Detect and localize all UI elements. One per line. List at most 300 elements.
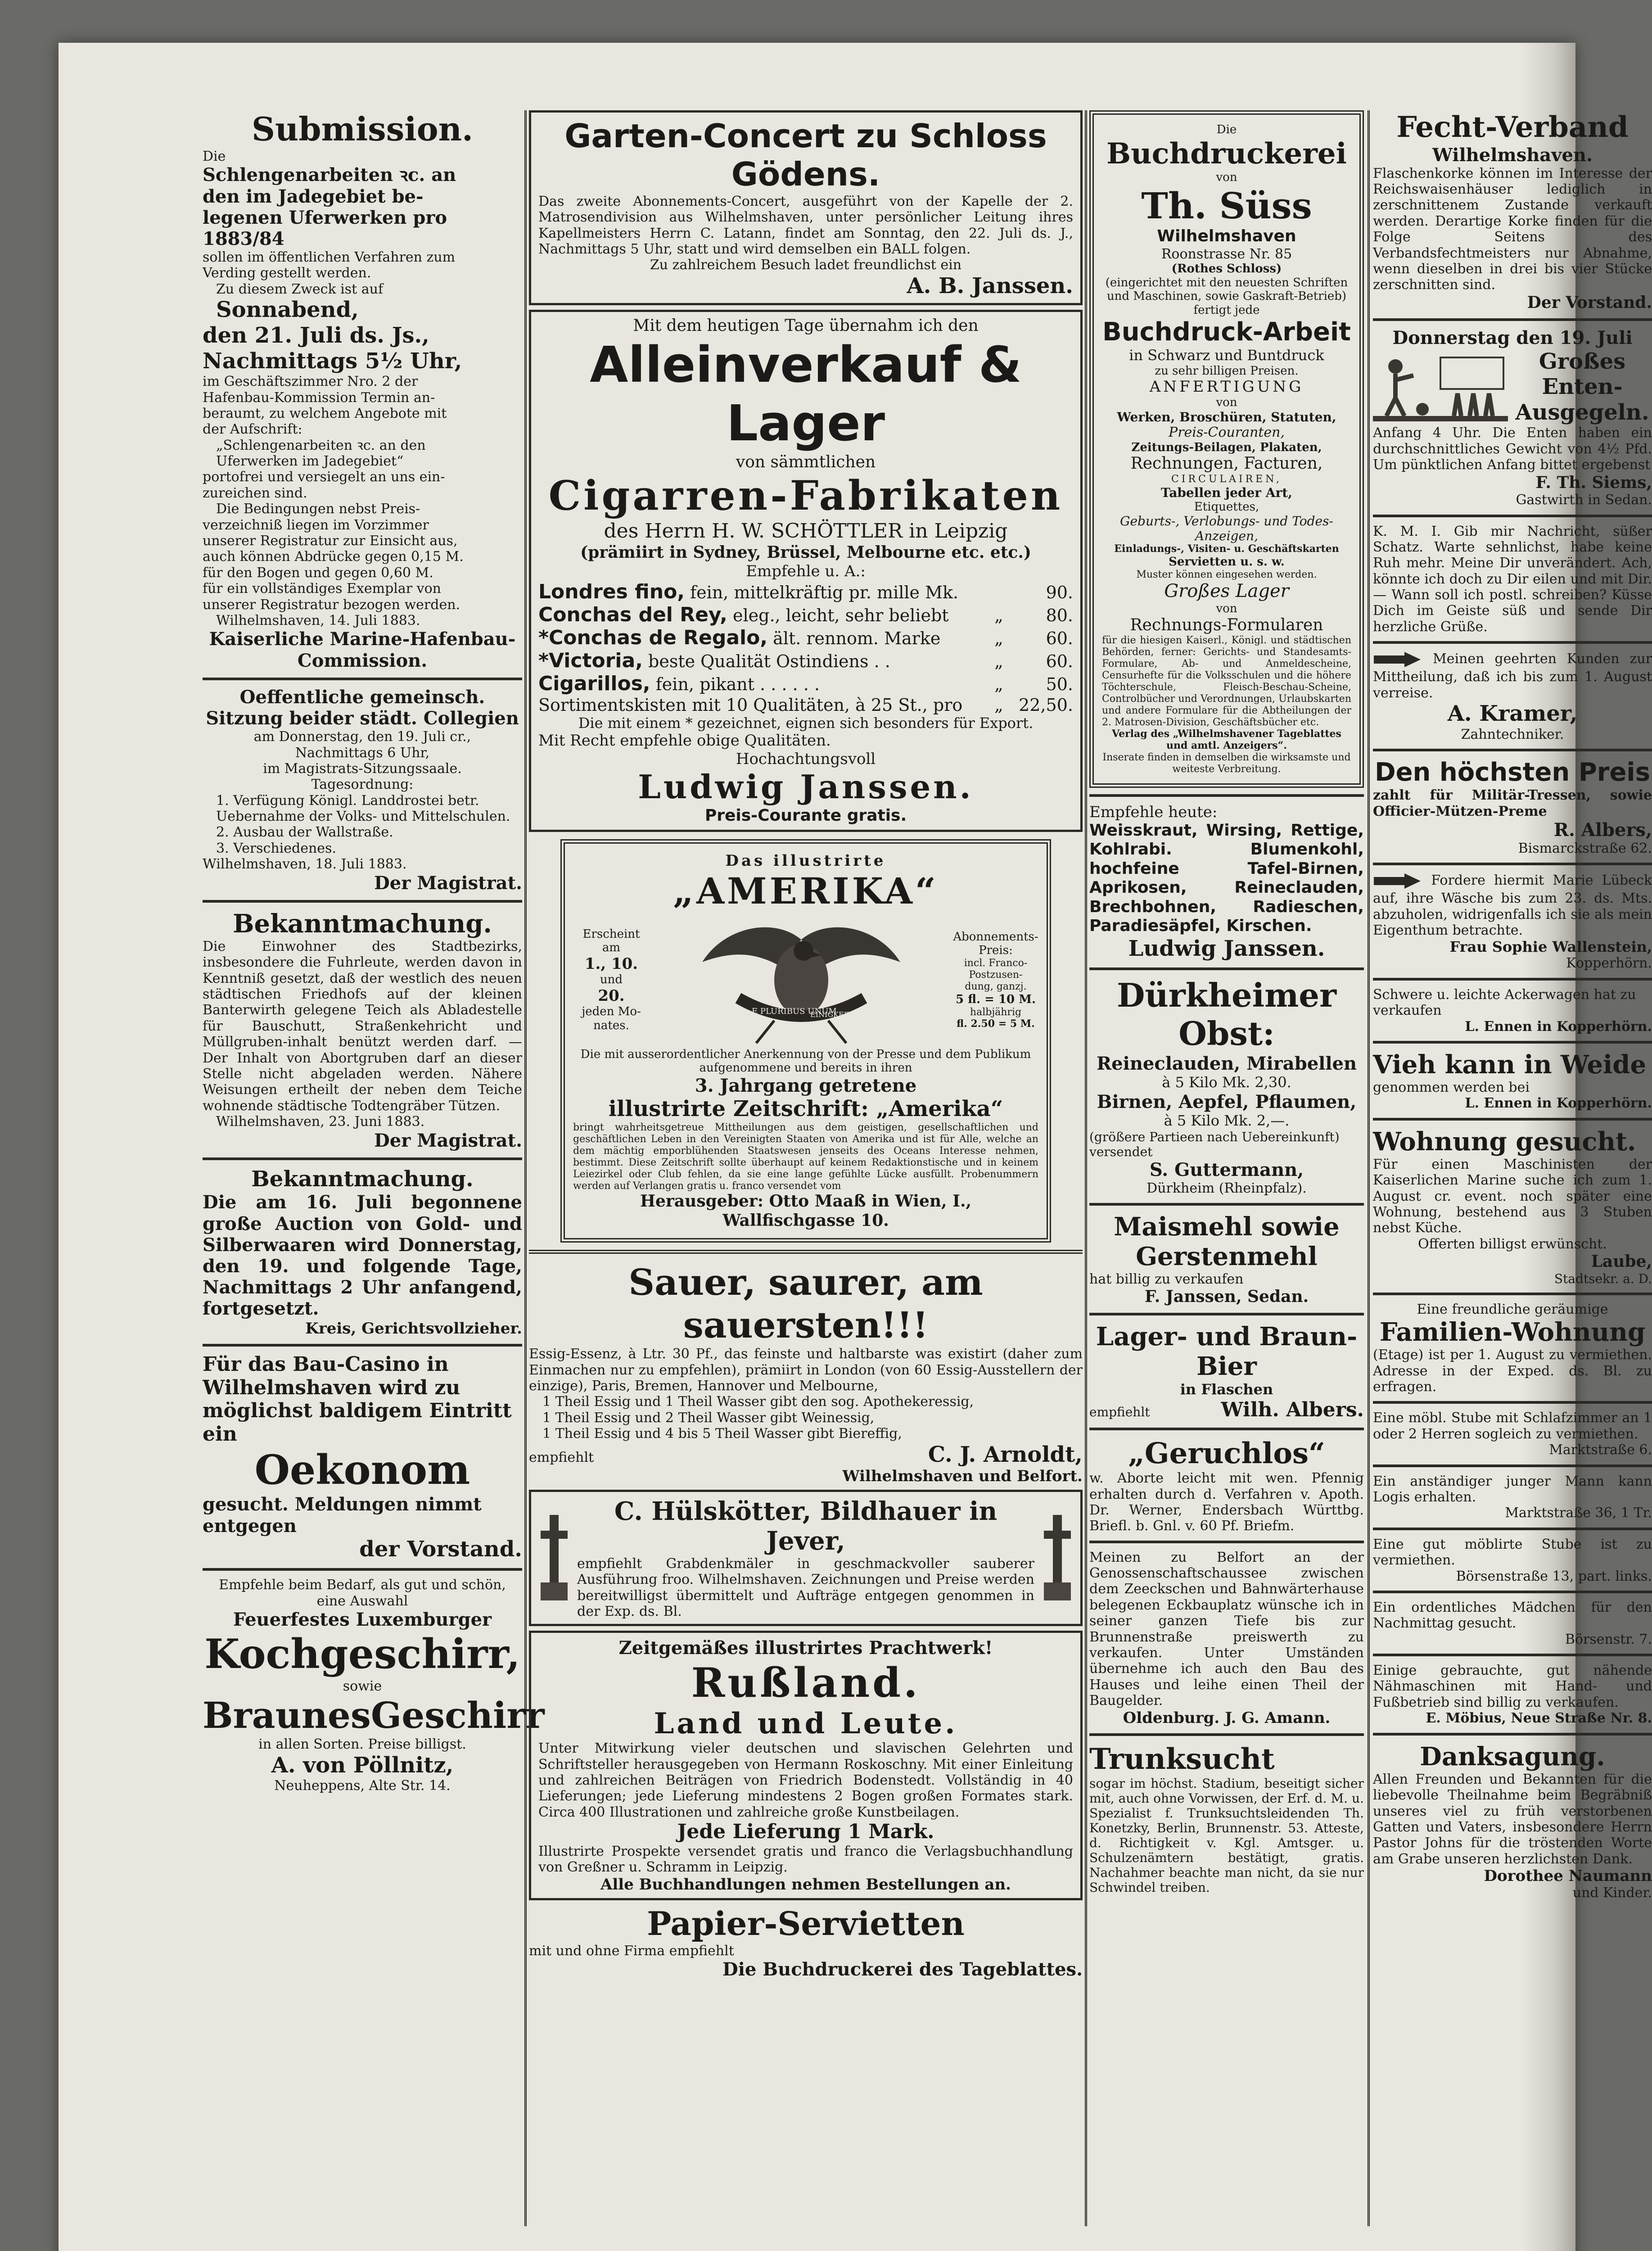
oekonom-text: Für das Bau-Casino in Wilhelmshaven wird zu möglichst baldigem Eintritt ein — [203, 1352, 512, 1446]
ad-belfort — [1089, 1550, 1364, 1727]
amerika-publisher: Herausgeber: Otto Maaß in Wien, I., Wallfischgasse 10. — [640, 1192, 972, 1230]
maismehl-signature: F. Janssen, Sedan. — [1144, 1287, 1309, 1306]
amerika-pre: Das illustrirte — [725, 852, 886, 870]
submission-line: legenen Uferwerken pro — [203, 207, 447, 228]
preis-title: Den höchsten Preis — [1375, 758, 1650, 787]
duerkheimer-title: Dürkheimer Obst: — [1116, 976, 1337, 1053]
druckerei-name: Th. Süss — [1141, 184, 1312, 227]
eagle-emblem-icon — [684, 913, 918, 1048]
druckerei-list-item: Preis-Couranten, — [1169, 425, 1285, 441]
ad-amerika — [560, 839, 1051, 1243]
amerika-right-line: halbjährig — [970, 1006, 1022, 1018]
cigar-regards: Hochachtungsvoll — [736, 750, 876, 768]
amerika-title: „AMERIKA“ — [673, 870, 939, 913]
price-row: Cigarillos, fein, pikant . . . . . . „ 50. — [538, 672, 1073, 695]
skittles-scene-icon — [1373, 348, 1508, 425]
enten-signature: F. Th. Siems, — [1535, 473, 1652, 492]
submission-line: auch können Abdrücke gegen 0,15 M. — [203, 549, 464, 565]
amerika-right-line: dung, ganzj. — [965, 981, 1027, 992]
duerkheimer-line: versendet — [1089, 1144, 1153, 1160]
enten-place: Gastwirth in Sedan. — [1516, 492, 1652, 508]
dank-text: Allen Freunden und Bekannten für die liebevolle Theilnahme beim Begräbniß unseres viel zu früh verstorbenen Gatten und Vaters, insbesondere Herrn Pastor Johns für die tröstenden Worte am Grabe unseren herzlichsten Dank. — [1373, 1771, 1652, 1867]
amerika-left-line: nates. — [593, 1018, 629, 1032]
small-ad — [1373, 1474, 1652, 1521]
submission-line: den im Jadegebiet be- — [203, 185, 424, 207]
submission-line: „Schlengenarbeiten ꝛc. an den — [216, 437, 426, 453]
cigar-note: Die mit einem * gezeichnet, eignen sich besonders für Export. — [578, 714, 1034, 732]
ad-kochgeschirr — [203, 1577, 545, 1794]
druckerei-list-item: Rechnungen, Facturen, — [1130, 454, 1323, 473]
servietten-title: Papier-Servietten — [647, 1904, 965, 1943]
cigar-awards: (prämiirt in Sydney, Brüssel, Melbourne etc. etc.) — [580, 543, 1031, 562]
amerika-right-line: Preis: — [979, 944, 1013, 958]
duerkheimer-place: Dürkheim (Rheinpfalz). — [1146, 1180, 1307, 1197]
druckerei-lager: Großes Lager — [1164, 580, 1289, 601]
ad-obst — [1089, 803, 1364, 962]
cigar-recommend: Empfehle u. A.: — [746, 562, 866, 580]
amerika-text: bringt wahrheitsgetreue Mittheilungen aus dem geistigen, gesellschaftlichen und geschäftlichen Leben in den Vereinigten Staaten von Amerika und ist für Alle, welche an dem mächtig emporblühenden Staatswesen jenseits des Oceans Interesse nehmen, bestimmt. Diese Zeitschrift sollte überhaupt auf keinem Redaktionstische und in keinem Leiezirkel oder Club fehlen, da sie eine lange gefühlte Lücke ausfüllt. Probenummern werden auf Verlangen gratis u. franco versendet vom — [573, 1121, 1038, 1192]
preis-signature: R. Albers, — [1553, 819, 1652, 841]
sauer-signature-row — [529, 1442, 1083, 1467]
price-row-desc: ält. rennom. Marke — [773, 628, 941, 648]
druckerei-list-item: CIRCULAIREN, — [1171, 473, 1282, 485]
duerkheimer-signature: S. Guttermann, — [1149, 1159, 1304, 1181]
amerika-right-line: fl. 2.50 = 5 M. — [957, 1017, 1035, 1030]
sitzung-line: im Magistrats-Sitzungssaale. — [263, 760, 462, 777]
price-row-desc: fein, pikant . . . . . . — [655, 674, 820, 694]
druckerei-inserate: Inserate finden in demselben die wirksamste und weiteste Verbreitung. — [1102, 751, 1351, 775]
druckerei-list-item: Etiquettes, — [1194, 500, 1259, 514]
small-ad-text: Ein ordentliches Mädchen für den Nachmittag gesucht. — [1373, 1599, 1652, 1632]
bier-recommend: empfiehlt — [1089, 1404, 1150, 1419]
cigar-courant: Preis-Courante gratis. — [704, 806, 907, 825]
ad-geruchlos — [1089, 1437, 1364, 1534]
druckerei-makes: fertigt jede — [1193, 303, 1260, 317]
maismehl-text: hat billig zu verkaufen — [1089, 1271, 1244, 1287]
price-row: *Conchas de Regalo, ält. rennom. Marke „ 60. — [538, 626, 1073, 649]
ad-km — [1373, 524, 1652, 635]
sitzung-line: Tagesordnung: — [311, 777, 414, 793]
familien-text: (Etage) ist per 1. August zu vermiethen. Adresse in der Exped. ds. Bl. zu erfragen. — [1373, 1347, 1652, 1395]
ad-essig — [529, 1261, 1083, 1485]
price-row-price: 90. — [1046, 582, 1073, 602]
enten-title: Großes Enten-Ausgegeln. — [1515, 348, 1649, 425]
submission-line: unserer Registratur bezogen werden. — [203, 597, 460, 613]
bekannt2-title: Bekanntmachung. — [251, 1166, 474, 1192]
bekannt1-title: Bekanntmachung. — [233, 909, 492, 939]
amerika-left-line: und — [600, 973, 623, 987]
servietten-text: mit und ohne Firma empfiehlt — [529, 1943, 734, 1959]
price-row-desc: beste Qualität Ostindiens . . — [648, 651, 890, 671]
bier-sub: in Flaschen — [1180, 1380, 1273, 1398]
small-ad-text: Eine möbl. Stube mit Schlafzimmer an 1 oder 2 Herren sogleich zu vermiethen. — [1373, 1410, 1652, 1442]
ackerwagen-signature: L. Ennen in Kopperhörn. — [1465, 1018, 1652, 1035]
ad-huelskoetter — [529, 1490, 1083, 1627]
koch-sowie: sowie — [343, 1678, 382, 1694]
maismehl-title: Maismehl sowie Gerstenmehl — [1114, 1211, 1340, 1271]
submission-line: Hafenbau-Kommission Termin an- — [203, 389, 435, 406]
weide-signature: L. Ennen in Kopperhörn. — [1465, 1095, 1652, 1112]
sauer-line: 1 Theil Essig und 2 Theil Wasser gibt Weinessig, — [542, 1410, 875, 1426]
druckerei-list-item: Muster können eingesehen werden. — [1136, 569, 1317, 580]
cigar-house: des Herrn H. W. SCHÖTTLER in Leipzig — [604, 520, 1008, 543]
marie-place: Kopperhörn. — [1566, 955, 1652, 972]
weide-title: Vieh kann in Weide — [1373, 1049, 1647, 1080]
sitzung-line: 3. Verschiedenes. — [216, 840, 336, 856]
sauer-text: Essig-Essenz, à Ltr. 30 Pf., das feinste und haltbarste was existirt (daher zum Einmachen nur zu empfehlen), prämiirt in London (von 60 Essig-Ausstellern der einzige), Paris, Bremen, Hannover und Melbourne, — [529, 1346, 1083, 1394]
russland-sub: Land und Leute. — [654, 1706, 958, 1740]
column-rule — [1368, 110, 1370, 2226]
grave-cross-icon — [1042, 1510, 1073, 1605]
submission-line: Zu diesem Zweck ist auf — [216, 281, 384, 297]
bekannt1-date: Wilhelmshaven, 23. Juni 1883. — [216, 1114, 425, 1130]
druckerei-title: Buchdruckerei — [1106, 136, 1347, 171]
amerika-right-line: incl. Franco- — [964, 958, 1028, 969]
submission-line: im Geschäftszimmer Nro. 2 der — [203, 374, 418, 390]
submission-line: portofrei und versiegelt an uns ein- — [203, 469, 445, 485]
bier-signature-row — [1089, 1398, 1364, 1421]
enten-date: Donnerstag den 19. Juli — [1392, 327, 1633, 349]
sauer-signature: C. J. Arnoldt, — [928, 1442, 1083, 1467]
ackerwagen-text: Schwere u. leichte Ackerwagen hat zu verkaufen — [1373, 986, 1636, 1019]
ad-submission — [203, 110, 522, 671]
ad-familien-wohnung — [1373, 1302, 1652, 1395]
amerika-banner-2: EINIGKEIT macht MACHT — [810, 1010, 908, 1019]
ad-trunksucht — [1089, 1742, 1364, 1895]
ad-enten — [1373, 327, 1652, 508]
belfort-signature: Oldenburg. J. G. Amann. — [1123, 1709, 1331, 1727]
amerika-left-line: am — [602, 941, 621, 955]
ad-maismehl — [1089, 1212, 1364, 1306]
druckerei-addr2: (Rothes Schloss) — [1171, 262, 1282, 276]
preis-addr: Bismarckstraße 62. — [1518, 841, 1652, 857]
submission-line: den 21. Juli ds. Js., — [203, 322, 429, 348]
cigar-note2: Mit Recht empfehle obige Qualitäten. — [538, 732, 831, 750]
fecht-signature: Der Vorstand. — [1527, 293, 1652, 312]
ad-bekanntmachung-2 — [203, 1166, 522, 1338]
submission-line: unserer Registratur zur Einsicht aus, — [203, 533, 458, 549]
druckerei-list-item: Tabellen jeder Art, — [1161, 485, 1292, 500]
amerika-emblem-row — [573, 913, 1038, 1048]
price-row: Conchas del Rey, eleg., leicht, sehr beliebt „ 80. — [538, 603, 1073, 626]
oekonom-sub: gesucht. Meldungen nimmt entgegen — [203, 1494, 482, 1537]
column-1 — [203, 110, 545, 1799]
small-ad-addr: Marktstraße 6. — [1549, 1442, 1652, 1458]
price-row-name: Cigarillos, — [538, 672, 650, 695]
sauer-title: Sauer, saurer, am sauersten!!! — [628, 1261, 983, 1346]
amerika-right-line: Abonnements- — [953, 930, 1038, 944]
bier-title: Lager- und Braun-Bier — [1096, 1321, 1358, 1381]
ad-oekonom — [203, 1353, 522, 1562]
geruchlos-text: w. Aborte leicht mit wen. Pfennig erhalten durch d. Verfahren v. Apoth. Dr. Werner, Endersbach Württbg. Briefl. b. Gnl. v. 60 Pf. Briefm. — [1089, 1470, 1364, 1534]
price-row-price: 22,50. — [1019, 695, 1073, 715]
sitzung-line: 1. Verfügung Königl. Landdrostei betr. Uebernahme der Volks- und Mittelschulen. — [216, 792, 510, 825]
druckerei-addr: Roonstrasse Nr. 85 — [1161, 246, 1292, 262]
huelskoetter-text: empfiehlt Grabdenkmäler in geschmackvoller sauberer Ausführung froo. Wilhelmshaven. Zeichnungen und Preise werden bereitwilligst übermittelt und Aufträge entgegen genommen in der Exp. ds. Bl. — [577, 1555, 1034, 1619]
bekannt2-signature: Kreis, Gerichtsvollzieher. — [305, 1319, 522, 1338]
price-row — [538, 580, 1073, 603]
druckerei-city: Wilhelmshaven — [1157, 227, 1296, 246]
koch-name: A. von Pöllnitz, — [271, 1752, 454, 1778]
small-ad — [1373, 1663, 1652, 1727]
price-row-name: *Conchas de Regalo, — [538, 626, 768, 649]
koch-line: Feuerfestes Luxemburger — [233, 1609, 492, 1631]
price-row-name: *Victoria, — [538, 649, 643, 672]
submission-title: Submission. — [251, 110, 474, 148]
dank-signature: Dorothee Naumann — [1484, 1867, 1652, 1885]
russland-price: Jede Lieferung 1 Mark. — [677, 1820, 934, 1844]
submission-line: für den Bogen und gegen 0,60 M. — [203, 565, 433, 581]
wohnung-text2: Offerten billigst erwünscht. — [1418, 1236, 1607, 1252]
ad-wohnung-gesucht — [1373, 1127, 1652, 1286]
price-row: *Victoria, beste Qualität Ostindiens . . „ 60. — [538, 649, 1073, 672]
bier-signature: Wilh. Albers. — [1221, 1398, 1364, 1421]
amerika-left-info — [573, 927, 650, 1033]
ad-marie — [1373, 872, 1652, 971]
column-rule — [1085, 110, 1087, 2226]
submission-line: für ein vollständiges Exemplar von — [203, 581, 441, 597]
ad-hoechster-preis — [1373, 758, 1652, 856]
dank-kinder: und Kinder. — [1572, 1885, 1652, 1901]
druckerei-title2: Buchdruck-Arbeit — [1102, 317, 1351, 347]
amerika-right-info — [953, 930, 1038, 1030]
druckerei-colors: in Schwarz und Buntdruck — [1129, 346, 1324, 364]
column-2 — [529, 110, 1083, 1985]
druckerei-forms: für die hiesigen Kaiserl., Königl. und städtischen Behörden, ferner: Gerichts- und Standesamts-Formulare, Ab- und Anmeldescheine, Censurhefte für die Volksschulen und die höhere Töchterschule, Fleisch-Beschau-Scheine, Controlbücher und Verordnungen, Urlaubskarten und andere Formulare für die Abtheilungen der 2. Matrosen-Division, Geschäftsbücher etc. — [1102, 635, 1351, 728]
concert-signature: A. B. Janssen. — [907, 273, 1073, 298]
column-3 — [1089, 110, 1364, 1899]
huelskoetter-body — [577, 1496, 1034, 1620]
ad-sitzung — [203, 687, 522, 894]
price-row-price: 60. — [1046, 628, 1073, 648]
ad-duerkheimer — [1089, 976, 1364, 1196]
obst-signature: Ludwig Janssen. — [1128, 936, 1325, 961]
ad-ackerwagen — [1373, 987, 1652, 1035]
druckerei-equip: (eingerichtet mit den neuesten Schriften und Maschinen, sowie Gaskraft-Betrieb) — [1105, 276, 1348, 303]
ad-cigarren — [529, 310, 1083, 832]
pointing-hand-icon — [1373, 650, 1422, 669]
amerika-year: 3. Jahrgang getretene — [695, 1075, 917, 1096]
bekannt1-text: Die Einwohner des Stadtbezirks, insbesondere die Fuhrleute, werden davon in Kenntniß gesetzt, daß der westlich des neuen städtischen Friedhofs auf der kleinen Banterwirth gelegene Teich als Abladestelle für Bauschutt, Straßenkehricht und Müllgruben-inhalt benützt werden darf. — Der Inhalt von Abortgruben darf an dieser Stelle nicht abgeladen werden. Nähere Weisungen ertheilt der neben dem Teiche wohnende städtische Todtengräber Tützen. — [203, 938, 522, 1114]
submission-line: Sonnabend, — [216, 297, 359, 323]
familien-intro: Eine freundliche geräumige — [1417, 1301, 1608, 1317]
fecht-sub: Wilhelmshaven. — [1432, 144, 1593, 166]
price-row-price: 80. — [1046, 605, 1073, 625]
huelskoetter-title: C. Hülskötter, Bildhauer in Jever, — [614, 1496, 998, 1556]
cigar-intro: Mit dem heutigen Tage übernahm ich den — [633, 316, 979, 335]
submission-line: verzeichniß liegen im Vorzimmer — [203, 517, 429, 533]
cigar-signature: Ludwig Janssen. — [638, 767, 974, 806]
small-ad-text: Einige gebrauchte, gut nähende Nähmaschinen mit Hand- und Fußbetrieb sind billig zu verkaufen. — [1373, 1663, 1652, 1710]
kramer-role: Zahntechniker. — [1461, 726, 1564, 742]
submission-line: zureichen sind. — [203, 485, 307, 501]
fecht-text: Flaschenkorke können im Interesse der Reichswaisenhäuser lediglich in zerschnittenem Zustande verkauft werden. Derartige Korke finden für die Folge Seitens des Verbandsfechtmeisters nur Abnahme, wenn dieselben in drei bis vier Stücke zerschnitten sind. — [1373, 165, 1652, 293]
geruchlos-title: „Geruchlos“ — [1128, 1436, 1325, 1470]
small-ad — [1373, 1410, 1652, 1458]
russland-text: Unter Mitwirkung vieler deutschen und slavischen Gelehrten und Schriftsteller herausgegeben von Hermann Roskoschny. Mit einer Einleitung und zahlreichen Beiträgen von Friedrich Bodenstedt. Vollständig in 40 Lieferungen; jede Lieferung mindestens 2 Bogen großen Formates stark. Circa 400 Illustrationen und zahlreiche große Kunstbeilagen. — [538, 1740, 1073, 1820]
druckerei-prices: zu sehr billigen Preisen. — [1155, 364, 1299, 378]
russland-text2: Illustrirte Prospekte versendet gratis und franco die Verlagsbuchhandlung von Greßner u. Schramm in Leipzig. — [538, 1844, 1073, 1876]
ad-buchdruckerei — [1089, 110, 1364, 788]
obst-text: Weisskraut, Wirsing, Rettige, Kohlrabi. Blumenkohl, hochfeine Tafel-Birnen, Aprikosen, Reineclauden, Brechbohnen, Radieschen, Paradiesäpfel, Kirschen. — [1089, 821, 1364, 936]
small-ad-addr: Marktstraße 36, 1 Tr. — [1505, 1505, 1652, 1521]
belfort-text: Meinen zu Belfort an der Genossenschaftschaussee zwischen dem Zeeckschen und Bahnwärterhause belegenen Eckbauplatz wünsche ich in seiner ganzen Tiefe bis zur Brunnenstraße preiswerth zu verkaufen. Unter Umständen übernehme ich auch den Bau des Hauses und leihe einen Theil der Baugelder. — [1089, 1549, 1364, 1709]
duerkheimer-line: (größere Partieen nach Uebereinkunft) — [1089, 1130, 1340, 1145]
duerkheimer-line: Reineclauden, Mirabellen — [1096, 1053, 1357, 1075]
ad-weide — [1373, 1050, 1652, 1112]
kramer-text: Meinen geehrten Kunden zur Mittheilung, daß ich bis zum 1. August verreise. — [1373, 651, 1652, 701]
ad-russland — [529, 1631, 1083, 1900]
ad-servietten — [529, 1905, 1083, 1980]
submission-line: Schlengenarbeiten ꝛc. an — [203, 164, 456, 186]
sitzung-line: 2. Ausbau der Wallstraße. — [216, 824, 393, 841]
russland-title: Rußland. — [691, 1659, 921, 1707]
trunksucht-text: sogar im höchst. Stadium, beseitigt sicher mit, auch ohne Vorwissen, der Erf. d. M. u. Spezialist f. Trunksuchtsleidenden Th. Konetzky, Berlin, Brunnenstr. 53. Atteste, d. Richtigkeit v. Kgl. Amtsger. u. Schulzenämtern bestätigt, gratis. Nachahmer beachte man nicht, da sie nur Schwindel treiben. — [1089, 1776, 1364, 1895]
amerika-right-line: Postzusen- — [969, 969, 1023, 981]
druckerei-anfertigung: ANFERTIGUNG — [1149, 378, 1304, 396]
duerkheimer-line: à 5 Kilo Mk. 2,30. — [1162, 1074, 1291, 1091]
druckerei-list-item: Zeitungs-Beilagen, Plakaten, — [1131, 440, 1322, 454]
submission-line: Verding gestellt werden. — [203, 265, 371, 281]
amerika-acclaim: Die mit ausserordentlicher Anerkennung von der Presse und dem Publikum aufgenommene und bereits in ihren — [580, 1047, 1031, 1075]
trunksucht-title: Trunksucht — [1089, 1742, 1275, 1776]
sauer-place: Wilhelmshaven und Belfort. — [842, 1467, 1083, 1485]
price-row-name: Sortimentskisten — [538, 695, 687, 715]
amerika-left-line: 20. — [598, 986, 625, 1005]
amerika-name: illustrirte Zeitschrift: „Amerika“ — [608, 1096, 1003, 1122]
small-ad-addr: E. Möbius, Neue Straße Nr. 8. — [1426, 1710, 1652, 1727]
druckerei-von2: von — [1216, 396, 1237, 410]
sitzung-line: Nachmittags 6 Uhr, — [295, 745, 430, 761]
submission-line: Nachmittags 5½ Uhr, — [203, 348, 462, 374]
small-ad-addr: Börsenstraße 13, part. links. — [1456, 1568, 1652, 1584]
price-row-name: Londres fino, — [538, 580, 685, 603]
price-row-name: Conchas del Rey, — [538, 603, 727, 626]
wohnung-text: Für einen Maschinisten der Kaiserlichen Marine suche ich zum 1. August cr. event. noch später eine Wohnung, bestehend aus 3 Stuben nebst Küche. — [1373, 1156, 1652, 1236]
servietten-signature: Die Buchdruckerei des Tageblattes. — [722, 1959, 1083, 1980]
kramer-text-block — [1373, 650, 1652, 701]
kramer-signature: A. Kramer, — [1447, 701, 1578, 727]
obst-intro: Empfehle heute: — [1089, 803, 1218, 821]
ad-fecht-verband — [1373, 110, 1652, 312]
concert-invite: Zu zahlreichem Besuch ladet freundlichst ein — [650, 257, 962, 273]
wohnung-signature: Laube, — [1591, 1252, 1652, 1271]
submission-line: Wilhelmshaven, 14. Juli 1883. — [216, 613, 420, 628]
weide-text: genommen werden bei — [1373, 1080, 1530, 1096]
submission-line: Die — [203, 148, 226, 164]
pointing-hand-icon — [1373, 872, 1422, 890]
cigar-from: von sämmtlichen — [736, 452, 876, 471]
price-row: Sortimentskisten mit 10 Qualitäten, à 25 St., pro „ 22,50. — [538, 695, 1073, 715]
submission-line: beraumt, zu welchem Angebote mit — [203, 405, 447, 421]
marie-text: Fordere hiermit Marie Lübeck auf, ihre Wäsche bis zum 23. ds. Mts. abzuholen, widrigenfalls ich sie als mein Eigenthum betrachte. — [1373, 872, 1652, 939]
ad-bier — [1089, 1322, 1364, 1421]
koch-title: Kochgeschirr, — [204, 1630, 520, 1678]
sitzung-line: Wilhelmshaven, 18. Juli 1883. — [203, 856, 407, 872]
russland-orders: Alle Buchhandlungen nehmen Bestellungen an. — [600, 1875, 1011, 1894]
preis-text: zahlt für Militär-Tressen, sowie Officier-Mützen-Preme — [1373, 787, 1652, 819]
newspaper-page — [59, 43, 1652, 2251]
small-ad — [1373, 1600, 1652, 1647]
ad-kramer — [1373, 650, 1652, 742]
sitzung-signature: Der Magistrat. — [374, 872, 522, 894]
submission-line: der Aufschrift: — [203, 421, 302, 438]
familien-title: Familien-Wohnung — [1379, 1317, 1646, 1347]
submission-signature: Kaiserliche Marine-Hafenbau-Commission. — [209, 628, 516, 671]
amerika-right-line: 5 fl. = 10 M. — [955, 992, 1036, 1006]
huelskoetter-row — [538, 1496, 1073, 1620]
oekonom-title: Oekonom — [254, 1446, 470, 1494]
column-rule — [524, 110, 527, 2226]
sitzung-title: Oeffentliche gemeinsch. Sitzung beider städt. Collegien — [206, 686, 519, 729]
cigar-title2: Cigarren-Fabrikaten — [548, 472, 1063, 520]
druckerei-list-item: Einladungs-, Visiten- u. Geschäftskarten — [1114, 543, 1339, 555]
bekannt1-signature: Der Magistrat. — [374, 1130, 522, 1151]
submission-line: 1883/84 — [203, 228, 284, 249]
russland-pre: Zeitgemäßes illustrirtes Prachtwerk! — [618, 1637, 993, 1659]
price-row-desc: mit 10 Qualitäten, à 25 St., pro — [692, 695, 963, 715]
amerika-left-line: jeden Mo- — [582, 1005, 641, 1019]
druckerei-verlag: Verlag des „Wilhelmshavener Tageblattes und amtl. Anzeigers“. — [1112, 728, 1341, 751]
amerika-left-line: Erscheint — [582, 927, 640, 941]
duerkheimer-line: Birnen, Aepfel, Pflaumen, — [1097, 1091, 1357, 1113]
dank-title: Danksagung. — [1420, 1741, 1605, 1772]
amerika-banner-1: E PLURIBUS UNUM — [752, 1006, 837, 1016]
koch-addr: Neuheppens, Alte Str. 14. — [274, 1778, 451, 1794]
druckerei-von3: von — [1216, 602, 1237, 616]
small-ad-text: Ein anständiger junger Mann kann Logis erhalten. — [1373, 1473, 1652, 1505]
druckerei-list-item: Werken, Broschüren, Statuten, — [1117, 410, 1336, 425]
submission-line: Uferwerken im Jadegebiet“ — [216, 453, 404, 470]
price-row-desc: eleg., leicht, sehr beliebt — [732, 605, 949, 625]
druckerei-von: von — [1216, 171, 1237, 185]
concert-text: Das zweite Abonnements-Concert, ausgeführt von der Kapelle der 2. Matrosendivision aus Wilhelmshaven, unter persönlicher Leitung ihres Kapellmeisters Herrn C. Latann, findet am Sonntag, den 22. Juli ds. J., Nachmittags 5 Uhr, statt und wird demselben ein BALL folgen. — [538, 193, 1073, 258]
koch-intro: Empfehle beim Bedarf, als gut und schön, eine Auswahl — [219, 1577, 506, 1609]
ad-garten-concert — [529, 110, 1083, 305]
submission-line: Die Bedingungen nebst Preis- — [216, 501, 420, 517]
amerika-left-line: 1., 10. — [584, 955, 638, 973]
bekannt2-text: Die am 16. Juli begonnene große Auction von Gold- und Silberwaaren wird Donnerstag, den 19. und folgende Tage, Nachmittags 2 Uhr anfangend, fortgesetzt. — [203, 1192, 522, 1320]
grave-cross-icon — [538, 1510, 570, 1605]
price-row-desc: fein, mittelkräftig pr. mille Mk. — [690, 582, 959, 602]
submission-line: sollen im öffentlichen Verfahren zum — [203, 249, 456, 266]
sitzung-line: am Donnerstag, den 19. Juli cr., — [253, 729, 471, 745]
km-text: K. M. I. Gib mir Nachricht, süßer Schatz. Warte sehnlichst, habe keine Ruh mehr. Meine Dir unverändert. Ach, könnte ich doch zu Dir eilen und mit Dir. — Wann soll ich postl. schreiben? Küsse Dich im Geiste süß und sende Dir herzliche Grüße. — [1373, 523, 1652, 635]
small-ad-addr: Börsenstr. 7. — [1565, 1631, 1652, 1647]
small-ad-text: Eine gut möblirte Stube ist zu vermiethen. — [1373, 1536, 1652, 1568]
druckerei-list-item: Geburts-, Verlobungs- und Todes-Anzeigen, — [1120, 514, 1333, 544]
wohnung-role: Stadtsekr. a. D. — [1554, 1271, 1652, 1286]
ad-danksagung — [1373, 1742, 1652, 1901]
marie-signature: Frau Sophie Wallenstein, — [1449, 938, 1652, 955]
sauer-line: 1 Theil Essig und 1 Theil Wasser gibt den sog. Apothekeressig, — [542, 1394, 974, 1410]
druckerei-list-item: Servietten u. s. w. — [1169, 555, 1285, 569]
koch-title2: BraunesGeschirr — [203, 1694, 545, 1737]
oekonom-signature: der Vorstand. — [359, 1536, 522, 1562]
marie-text-block — [1373, 872, 1652, 938]
price-row-price: 60. — [1046, 651, 1073, 671]
sauer-recommend: empfiehlt — [529, 1449, 594, 1465]
fecht-title: Fecht-Verband — [1396, 110, 1629, 144]
ad-bekanntmachung-1 — [203, 909, 522, 1151]
cigar-title: Alleinverkauf & Lager — [590, 335, 1022, 452]
price-row-price: 50. — [1046, 674, 1073, 694]
wohnung-title: Wohnung gesucht. — [1373, 1126, 1636, 1157]
koch-line2: in allen Sorten. Preise billigst. — [258, 1736, 466, 1753]
concert-title: Garten-Concert zu Schloss Gödens. — [564, 117, 1047, 193]
enten-text: Anfang 4 Uhr. Die Enten haben ein durchschnittliches Gewicht von 4½ Pfd. Um pünktlichen Anfang bittet ergebenst — [1373, 425, 1652, 473]
druckerei-die: Die — [1216, 123, 1237, 136]
